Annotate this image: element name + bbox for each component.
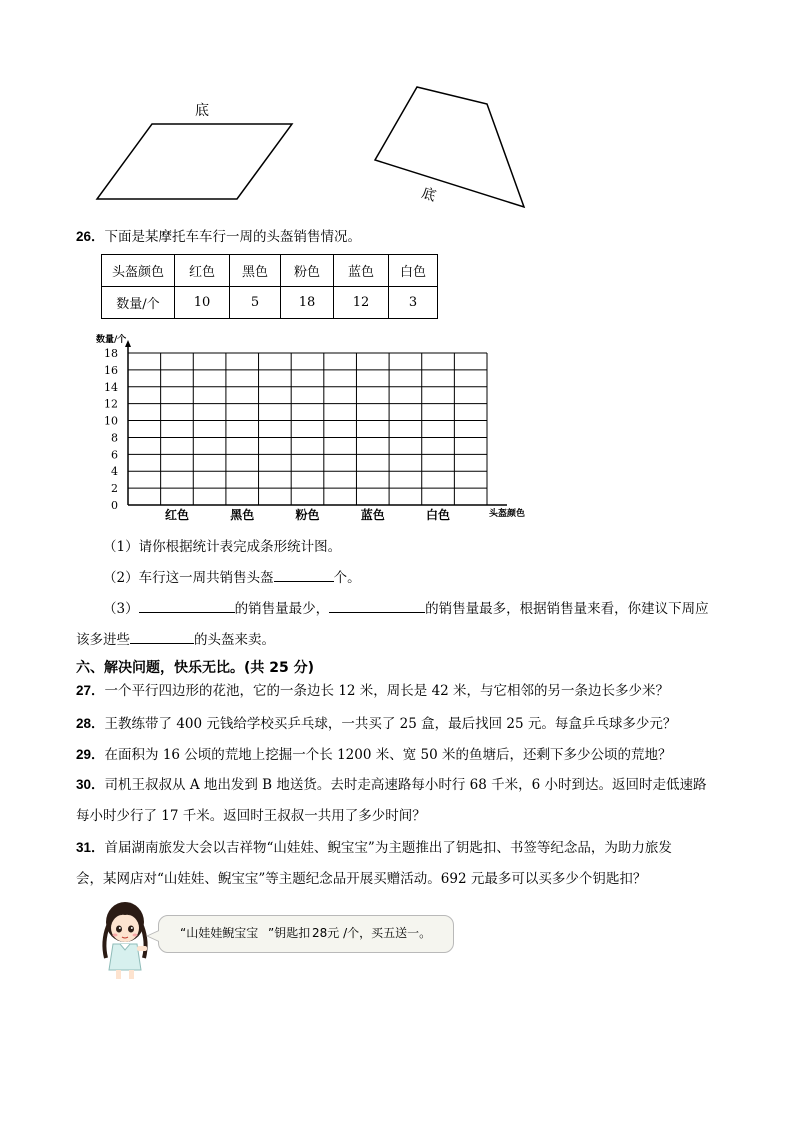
problem-27 — [76, 681, 669, 701]
bubble-text-part2: ”钥匙扣 — [268, 926, 311, 940]
x-category-label: 白色 — [426, 508, 451, 522]
y-tick-label: 10 — [104, 414, 118, 428]
section-6-title: 六、解决问题，快乐无比。(共 25 分) — [76, 660, 315, 676]
table-cell: 头盔颜色 — [102, 255, 175, 287]
bar-chart — [90, 328, 526, 528]
x-category-label: 粉色 — [295, 508, 320, 522]
q26-sub3-line2 — [76, 629, 275, 650]
problem-text: 王教练带了 400 元钱给学校买乒乓球，一共买了 25 盒，最后找回 25 元。每盒乒乓球多少元？ — [104, 716, 677, 732]
q26-sub3-line2-text: 该多进些 — [76, 632, 130, 648]
problem-number: 29． — [76, 747, 105, 762]
x-category-label: 黑色 — [230, 508, 255, 522]
q26-sub3-text2: 的销售量最多，根据销售量来看，你建议下周应 — [425, 601, 709, 617]
table-cell: 红色 — [175, 255, 230, 287]
q26-sub3 — [103, 598, 709, 619]
problem-31 — [76, 838, 672, 858]
parallelogram-base-label: 底 — [195, 103, 209, 119]
problem-30 — [76, 775, 707, 795]
problem-text: 首届湖南旅发大会以吉祥物“山娃娃、鲵宝宝”为主题推出了钥匙扣、书签等纪念品，为助力旅发 — [104, 840, 672, 856]
table-cell: 白色 — [389, 255, 438, 287]
bubble-text-part3: 28元 /个，买五送一。 — [312, 926, 432, 940]
speech-bubble-tail-inner — [148, 931, 159, 941]
y-tick-label: 18 — [104, 347, 118, 360]
x-category-label: 蓝色 — [360, 508, 385, 522]
table-cell: 5 — [230, 287, 281, 319]
x-axis-label: 头盔颜色 — [489, 509, 526, 519]
problem-number: 27． — [76, 683, 105, 698]
answer-blank-least[interactable] — [139, 598, 235, 613]
y-tick-label: 2 — [111, 482, 118, 496]
x-category-label: 红色 — [164, 508, 189, 522]
q26-sub2-text: （2）车行这一周共销售头盔 — [103, 570, 274, 586]
trapezoid-base-label: 底 — [419, 185, 438, 205]
bubble-text-part1: “山娃娃鲵宝宝 — [180, 926, 259, 940]
answer-blank-total[interactable] — [274, 567, 334, 582]
table-cell: 蓝色 — [334, 255, 389, 287]
y-tick-label: 4 — [111, 465, 118, 479]
table-cell: 粉色 — [281, 255, 334, 287]
parallelogram — [97, 124, 292, 199]
table-cell: 3 — [389, 287, 438, 319]
q26-sub2-unit: 个。 — [333, 570, 361, 586]
q26-sub1: （1）请你根据统计表完成条形统计图。 — [103, 539, 342, 555]
problem-number: 28． — [76, 716, 105, 731]
problem-text: 在面积为 16 公顷的荒地上挖掘一个长 1200 米、宽 50 米的鱼塘后，还剩下多少公顷的荒地？ — [104, 747, 672, 763]
table-cell: 18 — [281, 287, 334, 319]
table-cell: 12 — [334, 287, 389, 319]
problem-28 — [76, 714, 676, 734]
q26-number: 26． — [76, 229, 105, 244]
q26-intro-text: 下面是某摩托车车行一周的头盔销售情况。 — [104, 229, 362, 245]
y-tick-label: 0 — [111, 499, 118, 512]
table-cell: 黑色 — [230, 255, 281, 287]
trapezoid — [375, 87, 524, 207]
problem-text: 司机王叔叔从 A 地出发到 B 地送货。去时走高速路每小时行 68 千米，6 小时到达。返回时走低速路 — [104, 777, 707, 793]
y-tick-label: 16 — [104, 363, 118, 377]
sales-table-header-row — [102, 255, 438, 287]
q26-sub3-prefix: （3） — [103, 601, 139, 617]
q26-sub3-text1: 的销售量最少， — [234, 601, 330, 617]
answer-blank-suggest[interactable] — [130, 629, 194, 644]
y-tick-label: 12 — [104, 397, 118, 411]
q26-sub2 — [103, 567, 361, 588]
geometry-figures — [0, 0, 794, 220]
problem-number: 31． — [76, 840, 105, 855]
problem-31-line2: 会，某网店对“山娃娃、鲵宝宝”等主题纪念品开展买赠活动。692 元最多可以买多少个钥匙扣？ — [76, 871, 647, 887]
table-cell: 10 — [175, 287, 230, 319]
sales-table-data-row — [102, 287, 438, 319]
y-axis-label: 数量/个 — [96, 335, 127, 345]
y-tick-label: 6 — [111, 448, 118, 462]
y-tick-label: 14 — [104, 380, 118, 394]
problem-number: 30． — [76, 777, 105, 792]
y-tick-label: 8 — [111, 431, 118, 445]
q26-sub3-line2-tail: 的头盔来卖。 — [194, 632, 275, 648]
problem-text: 一个平行四边形的花池，它的一条边长 12 米，周长是 42 米，与它相邻的另一条边长多少米？ — [104, 683, 670, 699]
problem-30-line2: 每小时少行了 17 千米。返回时王叔叔一共用了多少时间？ — [76, 808, 426, 824]
answer-blank-most[interactable] — [329, 598, 425, 613]
problem-29 — [76, 745, 672, 765]
q26-intro — [76, 227, 361, 247]
sales-table — [101, 254, 438, 319]
table-cell: 数量/个 — [102, 287, 175, 319]
